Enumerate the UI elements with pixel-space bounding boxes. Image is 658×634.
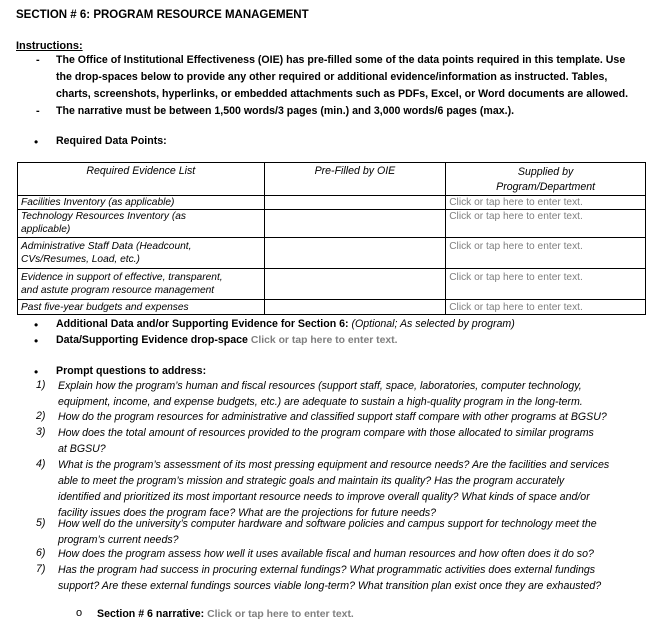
supplied-input[interactable]: Click or tap here to enter text. — [446, 300, 646, 315]
instruction-line: the drop-spaces below to provide any other required or additional evidence/information as instructed. Tables, — [56, 71, 608, 83]
question-number: 3) — [36, 426, 46, 438]
question-line: facility issues does the program face? What are the projections for future needs? — [58, 507, 437, 519]
dropspace-input[interactable]: Click or tap here to enter text. — [250, 335, 398, 346]
question-3 — [58, 425, 594, 457]
supplied-input[interactable]: Click or tap here to enter text. — [446, 238, 646, 269]
evidence-item-line: Past five-year budgets and expenses — [21, 302, 189, 313]
question-line: How do the program resources for administrative and classified support staff compare with other programs at BGSU? — [58, 411, 607, 423]
dash-marker: - — [36, 54, 40, 66]
evidence-item-line: Administrative Staff Data (Headcount, — [21, 241, 192, 252]
header-required-evidence: Required Evidence List — [18, 163, 265, 196]
question-number: 4) — [36, 458, 46, 470]
dropspace — [56, 334, 398, 346]
table-row — [18, 210, 646, 238]
additional-note: (Optional; As selected by program) — [351, 318, 515, 330]
bullet-icon: • — [34, 365, 39, 379]
header-line: Program/Department — [496, 181, 596, 193]
header-prefilled-oie: Pre-Filled by OIE — [264, 163, 446, 196]
table-row — [18, 238, 646, 269]
evidence-item-line: and astute program resource management — [21, 285, 215, 296]
question-line: able to meet the program’s mission and strategic goals and maintain its quality? Has the program accurately — [58, 475, 565, 487]
evidence-item-line: applicable) — [21, 224, 71, 235]
evidence-table — [17, 162, 646, 315]
oie-cell — [264, 196, 446, 210]
instruction-1 — [56, 52, 628, 103]
supplied-input[interactable]: Click or tap here to enter text. — [446, 269, 646, 300]
question-5 — [58, 516, 597, 548]
question-6 — [58, 546, 594, 562]
question-line: What is the program’s assessment of its most pressing equipment and resource needs? Are the facilities and services — [58, 459, 610, 471]
question-2 — [58, 409, 607, 425]
question-line: Explain how the program’s human and fiscal resources (support staff, space, laboratories, computer technology, — [58, 380, 582, 392]
question-line: identified and prioritized its most important resource needs to improve overall quality? What kinds of space and/or — [58, 491, 590, 503]
oie-cell — [264, 300, 446, 315]
question-number: 7) — [36, 563, 46, 575]
table-row — [18, 300, 646, 315]
question-7 — [58, 562, 601, 594]
instruction-line: The narrative must be between 1,500 words/3 pages (min.) and 3,000 words/6 pages (max.). — [56, 105, 515, 117]
question-line: How well do the university’s computer hardware and software policies and campus support for technology meet the — [58, 518, 597, 530]
instruction-line: charts, screenshots, hyperlinks, or embedded attachments such as PDFs, Excel, or Word documents are allowed. — [56, 88, 629, 100]
question-1 — [58, 378, 583, 410]
question-line: at BGSU? — [58, 443, 106, 455]
section-title: SECTION # 6: PROGRAM RESOURCE MANAGEMENT — [16, 9, 309, 21]
narrative-input[interactable]: Click or tap here to enter text. — [207, 609, 354, 620]
instructions-heading: Instructions: — [16, 40, 83, 52]
question-line: How does the total amount of resources provided to the program compare with those allocated to similar programs — [58, 427, 594, 439]
evidence-item — [18, 269, 265, 300]
question-number: 1) — [36, 379, 46, 391]
evidence-item — [18, 210, 265, 238]
dropspace-label: Data/Supporting Evidence drop-space — [56, 334, 248, 346]
table-row — [18, 269, 646, 300]
evidence-item — [18, 196, 265, 210]
question-number: 5) — [36, 517, 46, 529]
evidence-item-line: CVs/Resumes, Load, etc.) — [21, 254, 140, 265]
header-supplied-by — [446, 163, 646, 196]
oie-cell — [264, 238, 446, 269]
question-line: support? Are these external fundings sources viable long-term? What transition plan exist once they are exhausted? — [58, 580, 602, 592]
additional-data — [56, 318, 515, 330]
evidence-item-line: Facilities Inventory (as applicable) — [21, 197, 175, 208]
bullet-icon: • — [34, 318, 39, 332]
oie-cell — [264, 210, 446, 238]
evidence-item — [18, 238, 265, 269]
question-number: 2) — [36, 410, 46, 422]
narrative-label: Section # 6 narrative: — [97, 608, 205, 620]
bullet-icon: • — [34, 334, 39, 348]
question-line: Has the program had success in procuring external fundings? What programmatic activities does external fundings — [58, 564, 596, 576]
question-line: program’s current needs? — [58, 534, 179, 546]
instruction-line: The Office of Institutional Effectiveness (OIE) has pre-filled some of the data points required in this template. Use — [56, 54, 626, 66]
prompt-heading: Prompt questions to address: — [56, 365, 207, 377]
evidence-item-line: Technology Resources Inventory (as — [21, 211, 186, 222]
table-row — [18, 196, 646, 210]
question-number: 6) — [36, 547, 46, 559]
table-header-row — [18, 163, 646, 196]
additional-label: Additional Data and/or Supporting Evidence for Section 6: — [56, 318, 349, 330]
instruction-2 — [56, 103, 514, 120]
evidence-item-line: Evidence in support of effective, transparent, — [21, 272, 223, 283]
question-line: equipment, income, and expense budgets, etc.) are adequate to sustain a high-quality program in the long-term. — [58, 396, 583, 408]
supplied-input[interactable]: Click or tap here to enter text. — [446, 210, 646, 238]
evidence-item — [18, 300, 265, 315]
narrative — [97, 608, 354, 620]
required-heading: Required Data Points: — [56, 135, 167, 147]
oie-cell — [264, 269, 446, 300]
circle-bullet-icon: o — [76, 607, 83, 619]
supplied-input[interactable]: Click or tap here to enter text. — [446, 196, 646, 210]
bullet-icon: • — [34, 135, 39, 149]
question-4 — [58, 457, 609, 521]
header-line: Supplied by — [517, 166, 574, 178]
dash-marker: - — [36, 105, 40, 117]
question-line: How does the program assess how well it uses available fiscal and human resources and how often does it do so? — [58, 548, 594, 560]
